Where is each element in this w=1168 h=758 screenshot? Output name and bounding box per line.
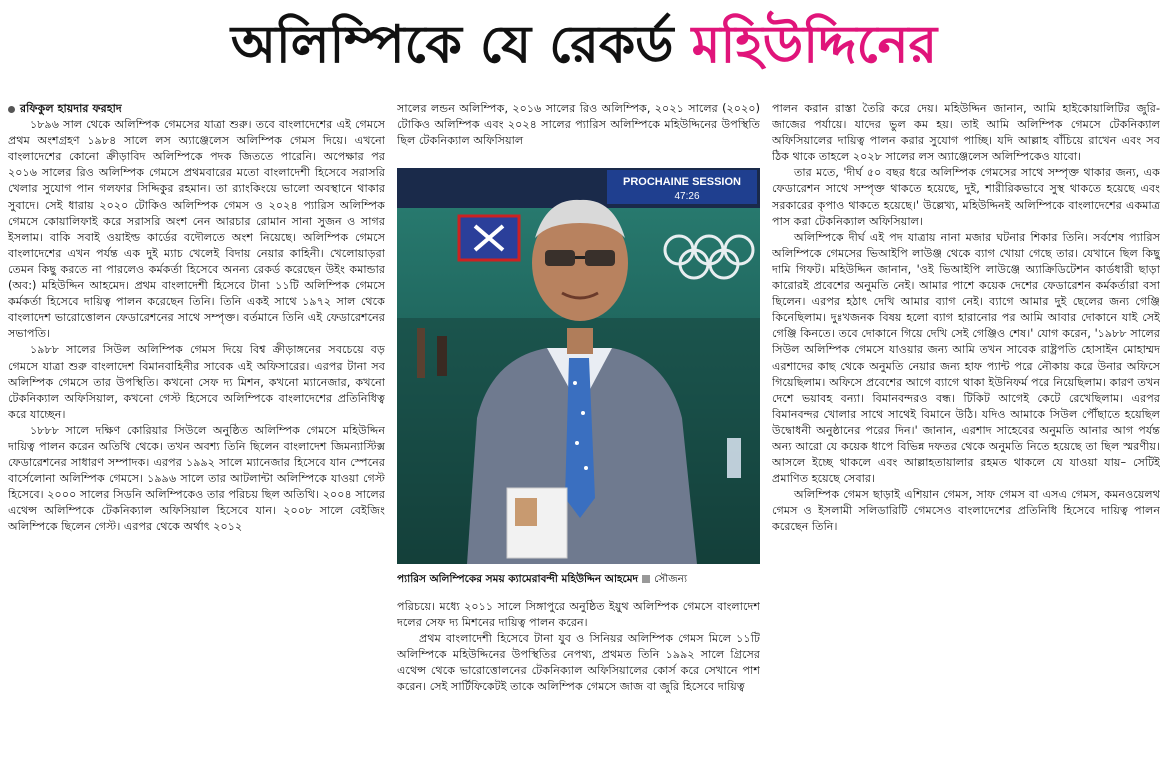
article-column-3: [772, 101, 1160, 751]
photo-caption: [397, 568, 760, 590]
photo-illustration: [397, 168, 760, 564]
paragraph: পালন করান রাস্তা তৈরি করে দেয়। মহিউদ্দিন জানান, আমি হাইকোয়ালিটির জুরি-জাজের পর্যায়ে। যাদের ভুল কম হয়। তাই আমি অলিম্পিক গেমসে টেকনিক্যাল অফিসিয়ালের দায়িত্ব পালন করার সুযোগ পাচ্ছি। যদি আল্লাহ বাঁচিয়ে রাখেন এবং সব ঠিক থাকে তাহলে ২০২৮ সালের লস অ্যাঞ্জেলেস অলিম্পিকেও যাবো।: [772, 102, 1160, 164]
headline: [0, 6, 1168, 84]
article-column-2-top: [397, 101, 760, 163]
headline-main: অলিম্পিকে যে রেকর্ড: [230, 15, 692, 75]
byline: [8, 101, 385, 117]
article-photo: [397, 168, 760, 564]
paragraph: ১৮৯৬ সাল থেকে অলিম্পিক গেমসের যাত্রা শুরু। তবে বাংলাদেশের এই গেমসে প্রথম অংশগ্রহণ ১৯৮৪ সালে লস অ্যাঞ্জেলেস অলিম্পিক গেমস দিয়ে। এখনো বাংলাদেশের কোনো ক্রীড়াবিদ অলিম্পিকে পদক জিততে পারেনি। অপেক্ষার পর ২০১৬ সালের রিও অলিম্পিক গেমসে প্রথমবারের মতো বাংলাদেশী হিসেবে সরাসরি খেলার সুযোগ পান গলফার সিদ্দিকুর রহমান। তা র‍্যাংকিংয়ে ভালো অবস্থানে থাকার সুবাদে। সেই ধারায় ২০২০ টোকিও অলিম্পিক গেমস ও ২০২৪ প্যারিস অলিম্পিক গেমসে কোয়ালিফাই করে সরাসরি অংশ নেন আরচার রোমান সানা সুজন ও সাগর ইসলাম। বাকি সবাই ওয়াইল্ড কার্ডের বদৌলতে অংশ নিয়েছে। অলিম্পিক গেমসে বাংলাদেশের এখন পর্যন্ত এক দুই ম্যাচ খেলেই বিদায় নেয়ার কাহিনী। খেলোয়াড়রা তেমন কিছু করতে না পারলেও কর্মকর্তা হিসেবে অনন্য রেকর্ড করেছেন উইং কমান্ডার (অব:) মহিউদ্দিন আহমেদ। প্রথম বাংলাদেশী হিসেবে টানা ১১টি অলিম্পিক গেমসে কর্মকর্তা হিসেবে দায়িত্ব পালন করেছেন তিনি। তিনি একই সাথে ১৯৭২ সাল থেকে বাংলাদেশ ভারোত্তোলন ফেডারেশনের সাথে সম্পৃক্ত। বর্তমানে তিনি এই ফেডারেশনের সভাপতি।: [8, 118, 385, 341]
session-timer: 47:26: [674, 191, 700, 202]
byline-text: রফিকুল হায়দার ফরহাদ: [20, 102, 122, 115]
article-column-2-bottom: [397, 599, 760, 751]
session-screen-text: PROCHAINE SESSION: [623, 176, 741, 188]
separator-square-icon: [642, 575, 650, 583]
paragraph: অলিম্পিক গেমস ছাড়াই এশিয়ান গেমস, সাফ গেমস বা এসএ গেমস, কমনওয়েলথ গেমস ও ইসলামী সলিডারিটি গেমসেও বাংলাদেশের প্রতিনিধি হিসেবে দায়িত্ব পালন করেছেন তিনি।: [772, 488, 1160, 534]
caption-credit: সৌজন্য: [654, 573, 687, 585]
paragraph: প্রথম বাংলাদেশী হিসেবে টানা যুব ও সিনিয়র অলিম্পিক গেমস মিলে ১১টি অলিম্পিকে মহিউদ্দিনের উপস্থিতির নেপথ্য, প্রথমত তিনি ১৯৯২ সালে গ্রিসের এথেন্স থেকে ভারোত্তোলনের টেকনিক্যাল অফিসিয়ালের কোর্স করে সেখানে পাশ করেন। সেই সার্টিফিকেটই তাকে অলিম্পিক গেমসে জাজ বা জুরি হিসেবে দায়িত্ব: [397, 632, 760, 694]
paragraph: সালের লন্ডন অলিম্পিক, ২০১৬ সালের রিও অলিম্পিক, ২০২১ সালের (২০২০) টোকিও অলিম্পিক এবং ২০২৪ সালের প্যারিস অলিম্পিকে মহিউদ্দিনের উপস্থিতি ছিল টেকনিক্যাল অফিসিয়াল: [397, 102, 760, 148]
paragraph: তার মতে, 'দীর্ঘ ৫০ বছর ধরে অলিম্পিক গেমসের সাথে সম্পৃক্ত থাকার জন্য, এক ফেডারেশন সাথে সম্পৃক্ত থাকতে হয়েছে, দুই, শারীরিকভাবে সুস্থ থাকতে হয়েছে এবং সরকারের কৃপাও থাকতে হয়েছে।' উল্লেখ্য, মহিউদ্দিনই অলিম্পিকে বাংলাদেশের একমাত্র পাস করা টেকনিক্যাল অফিসিয়াল।: [772, 166, 1160, 228]
headline-highlight: মহিউদ্দিনের: [691, 15, 938, 75]
paragraph: পরিচয়ে। মধ্যে ২০১১ সালে সিঙ্গাপুরে অনুষ্ঠিত ইয়ুথ অলিম্পিক গেমসে বাংলাদেশ দলের সেফ দ্য মিশনের দায়িত্ব পালন করেন।: [397, 600, 760, 630]
paragraph: ১৯৮৮ সালের সিউল অলিম্পিক গেমস দিয়ে বিশ্ব ক্রীড়াঙ্গনের সবচেয়ে বড় গেমসে যাত্রা শুরু বাংলাদেশ বিমানবাহিনীর সাবেক এই অফিসারের। এরপর টানা সব অলিম্পিক গেমসে তার উপস্থিতি। কখনো সেফ দ্য মিশন, কখনো ম্যানেজার, কখনো টেকনিক্যাল অফিসিয়াল, কখনো গেস্ট হিসেবে অলিম্পিকে বাংলাদেশের প্রতিনিধিত্ব করে যাচ্ছেন।: [8, 343, 385, 421]
caption-text: প্যারিস অলিম্পিকের সময় ক্যামেরাবন্দী মহিউদ্দিন আহমেদ: [397, 573, 639, 585]
paragraph: ১৮৮৮ সালে দক্ষিণ কোরিয়ার সিউলে অনুষ্ঠিত অলিম্পিক গেমসে মহিউদ্দিন দায়িত্ব পালন করেন অতিথি থেকে। তখন অবশ্য তিনি ছিলেন বাংলাদেশ জিমন্যাস্টিক্স ফেডারেশনের সাধারণ সম্পাদক। এরপর ১৯৯২ সালে ম্যানেজার হিসেবে যান স্পেনের বার্সেলোনা অলিম্পিক গেমসে। ১৯৯৬ সালে তার আটলান্টা অলিম্পিকে যাওয়া গেস্ট হিসেবে। ২০০০ সালের সিডনি অলিম্পিকেও তার পরিচয় ছিল অতিথি। ২০০৪ সালের এথেন্স অলিম্পিকে টেকনিক্যাল অফিসিয়াল হিসেবে যান। ২০০৮ সালে বেইজিং অলিম্পিকে ছিলেন গেস্ট। এরপর থেকে অর্থাৎ ২০১২: [8, 423, 385, 534]
article-column-1: [8, 101, 385, 751]
bullet-icon: [8, 106, 15, 113]
paragraph: অলিম্পিকে দীর্ঘ এই পদ যাত্রায় নানা মজার ঘটনার শিকার তিনি। সর্বশেষ প্যারিস অলিম্পিকে গেমসের ভিআইপি লাউঞ্জ থেকে ব্যাগ খোয়া গেছে তার। যেখানে ছিল কিছু দামি গিফট। মহিউদ্দিন জানান, 'ওই ভিআইপি লাউঞ্জে অ্যাক্রিডিটেশন কার্ডধারী ছাড়া কারোরই প্রবেশের অনুমতি নেই। আমার পাশে কয়েক দেশের ফেডারেশন কর্মকর্তারা বসা ছিলেন। এরপর হঠাৎ দেখি আমার ব্যাগ নেই। ব্যাগে আমার দুই ছেলের জন্য গেঞ্জি কিনেছিলাম। দুঃখজনক বিষয় হলো ব্যাগ হারানোর পর আমি আবার দোকানে যাই সেই গেঞ্জি কিনতে। তবে দোকানে গিয়ে দেখি সেই গেঞ্জিও শেষ।' যোগ করেন, '১৯৮৮ সালের সিউল অলিম্পিক গেমসে যাওয়ার জন্য আমি তখন সাবেক রাষ্ট্রপতি হোসাইন মোহাম্মদ এরশাদের কাছ থেকে অনুমতি নেয়ার জন্য হাফ প্যান্ট পরে নৌকায় করে উনার অফিসে গিয়েছিলাম। অফিসে প্রবেশের আগে ব্যাগে থাকা ইউনিফর্ম পরে নিয়েছিলাম। কারণ তখন দেশে ভয়াবহ বন্যা। বিমানবন্দরও বন্ধ। টিকিট আগেই কেটে রেখেছিলাম। এরপর বিমানবন্দর খোলার সাথে সাথেই বিমানে উঠি। যদিও আমাকে সিউল পৌঁছাতে হয়েছিল উদ্বোধনী অনুষ্ঠানের পরের দিন।' জানান, এরশাদ সাহেবের অনুমতি আনার আগ পর্যন্ত অন্য আরো যে কয়েক ধাপে বিভিন্ন দফতর থেকে অনুমতি নিতে হয়েছে তা ছিল স্মরণীয়। আসলে ইচ্ছে থাকলে এবং আল্লাহতায়ালার রহমত থাকলে যে যাওয়া যায়– সেটিই প্রমাণিত হয়েছে সেবার।: [772, 230, 1160, 486]
